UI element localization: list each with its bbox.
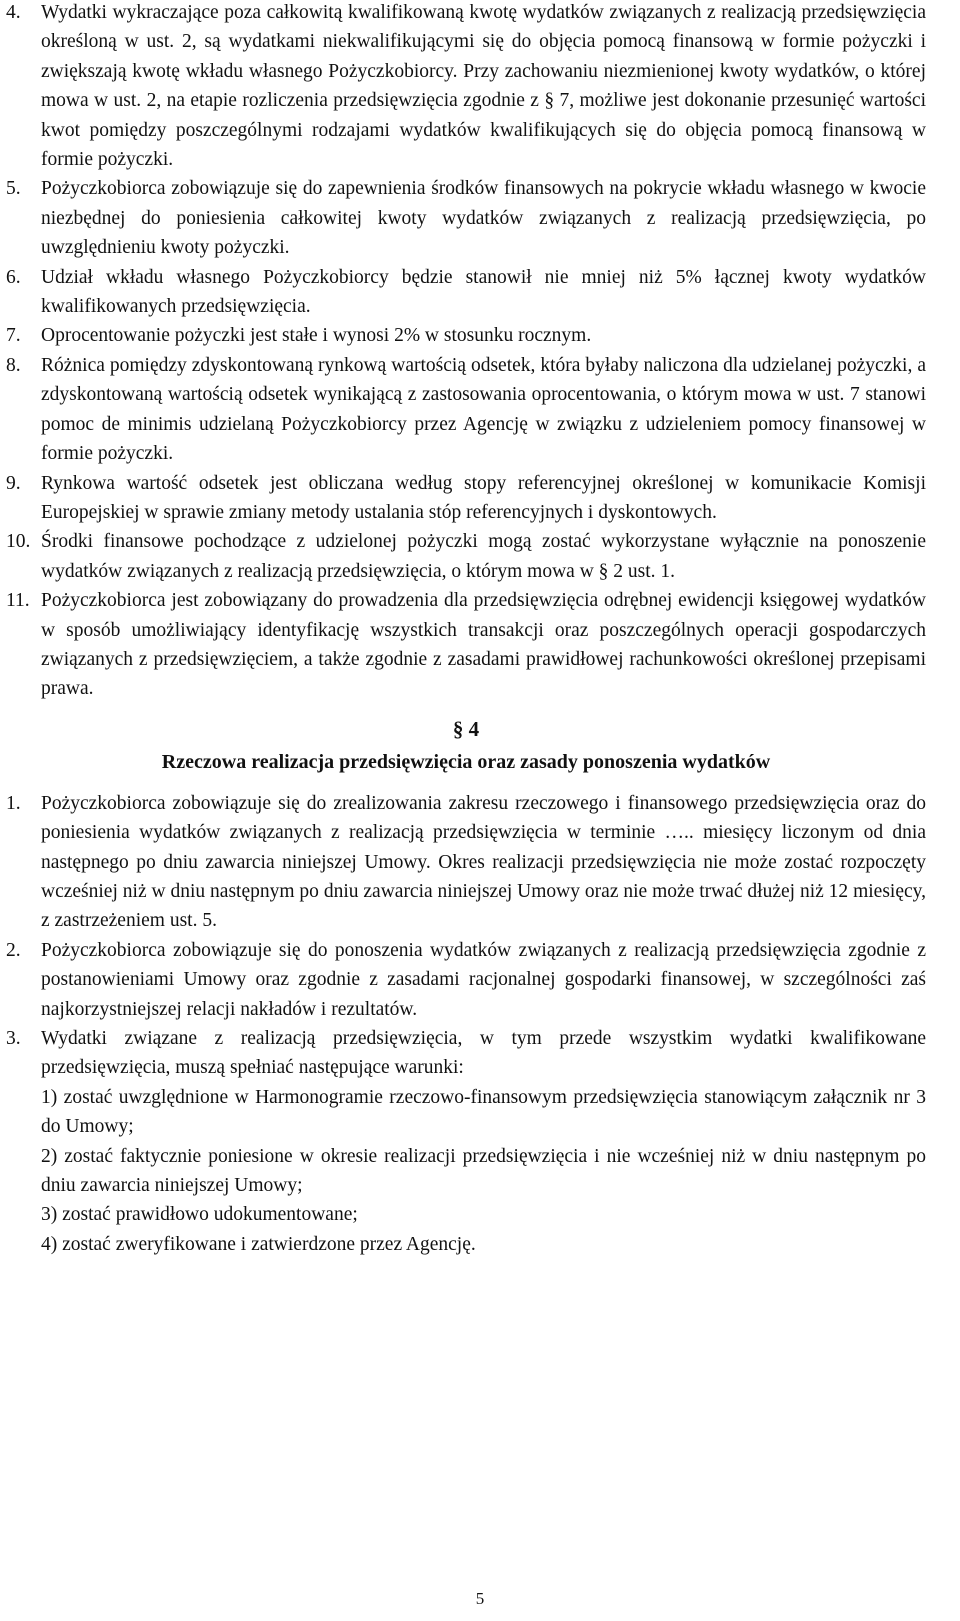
paragraph-text: Wydatki wykraczające poza całkowitą kwalifikowaną kwotę wydatków związanych z realizacją przedsięwzięcia określoną w ust. 2, są wydatkami niekwalifikującymi się do objęcia pomocą finansową w formie pożyczki i zwiększają kwotę wkładu własnego Pożyczkobiorcy. Przy zachowaniu niezmienionej kwoty wydatków, o której mowa w ust. 2, na etapie rozliczenia przedsięwzięcia zgodnie z § 7, możliwe jest dokonanie przesunięć wartości kwot pomiędzy poszczególnymi rodzajami wydatków kwalifikujących się do objęcia pomocą finansową w formie pożyczki. — [41, 2, 926, 171]
section4-paragraph-2 — [6, 936, 926, 1024]
paragraph-5 — [6, 174, 926, 262]
paragraph-6 — [6, 263, 926, 322]
condition-1: 1) zostać uwzględnione w Harmonogramie rzeczowo-finansowym przedsięwzięcia stanowiącym załącznik nr 3 do Umowy; — [41, 1086, 926, 1138]
paragraph-number: 11. — [6, 590, 30, 612]
section4-paragraph-3 — [6, 1024, 926, 1259]
paragraph-text: Pożyczkobiorca jest zobowiązany do prowadzenia dla przedsięwzięcia odrębnej ewidencji księgowej wydatków w sposób umożliwiający identyfikację wszystkich transakcji oraz poszczególnych operacji gospodarczych związanych z przedsięwzięciem, a także zgodnie z zasadami prawidłowej rachunkowości określonej przepisami prawa. — [41, 590, 926, 700]
condition-3: 3) zostać prawidłowo udokumentowane; — [41, 1204, 358, 1226]
paragraph-number: 1. — [6, 792, 21, 814]
paragraph-text: Pożyczkobiorca zobowiązuje się do zrealizowania zakresu rzeczowego i finansowego przedsięwzięcia oraz do poniesienia wydatków związanych z realizacją przedsięwzięcia w terminie ….. miesięcy liczonym od dnia następnego po dniu zawarcia niniejszej Umowy. Okres realizacji przedsięwzięcia nie może zostać rozpoczęty wcześniej niż w dniu następnym po dniu zawarcia niniejszej Umowy oraz nie może trwać dłużej niż 12 miesięcy, z zastrzeżeniem ust. 5. — [41, 792, 926, 932]
paragraph-text: Udział wkładu własnego Pożyczkobiorcy będzie stanowił nie mniej niż 5% łącznej kwoty wydatków kwalifikowanych przedsięwzięcia. — [41, 266, 926, 318]
paragraph-number: 5. — [6, 178, 21, 200]
paragraph-text: Pożyczkobiorca zobowiązuje się do ponoszenia wydatków związanych z realizacją przedsięwzięcia zgodnie z postanowieniami Umowy oraz zgodnie z zasadami racjonalnej gospodarki finansowej, w szczególności zaś najkorzystniejszej relacji nakładów i rezultatów. — [41, 939, 926, 1020]
paragraph-number: 8. — [6, 354, 21, 376]
paragraph-text: Rynkowa wartość odsetek jest obliczana według stopy referencyjnej określonej w komunikacie Komisji Europejskiej w sprawie zmiany metody ustalania stóp referencyjnych i dyskontowych. — [41, 472, 926, 523]
paragraph-number: 6. — [6, 266, 21, 288]
section-sign: § 4 — [452, 716, 480, 741]
paragraph-intro: Wydatki związane z realizacją przedsięwzięcia, w tym przede wszystkim wydatki kwalifikowane przedsięwzięcia, muszą spełniać następujące warunki: — [41, 1028, 926, 1079]
top-paragraphs — [6, 0, 926, 1259]
paragraph-4 — [6, 0, 926, 174]
paragraph-7 — [6, 321, 926, 350]
condition-4: 4) zostać zweryfikowane i zatwierdzone przez Agencję. — [41, 1233, 476, 1255]
paragraph-number: 4. — [6, 2, 21, 23]
paragraph-text: Oprocentowanie pożyczki jest stałe i wynosi 2% w stosunku rocznym. — [41, 325, 592, 347]
condition-2: 2) zostać faktycznie poniesione w okresie realizacji przedsięwzięcia i nie wcześniej niż w dniu następnym po dniu zawarcia niniejszej Umowy; — [41, 1145, 926, 1197]
paragraph-number: 2. — [6, 939, 21, 961]
paragraph-9 — [6, 469, 926, 528]
paragraph-number: 10. — [6, 531, 31, 553]
section4-paragraph-1 — [6, 789, 926, 936]
paragraph-text: Środki finansowe pochodzące z udzielonej pożyczki mogą zostać wykorzystane wyłącznie na ponoszenie wydatków związanych z realizacją przedsięwzięcia, o którym mowa w § 2 ust. 1. — [41, 531, 926, 582]
section-title: Rzeczowa realizacja przedsięwzięcia oraz zasady ponoszenia wydatków — [161, 750, 771, 773]
paragraph-number: 9. — [6, 472, 21, 494]
paragraph-number: 3. — [6, 1028, 21, 1049]
page-number: 5 — [475, 1589, 485, 1608]
paragraph-8 — [6, 351, 926, 469]
paragraph-number: 7. — [6, 325, 21, 347]
paragraph-text: Różnica pomiędzy zdyskontowaną rynkową wartością odsetek, która byłaby naliczona dla udzielanej pożyczki, a zdyskontowaną wartością odsetek wynikającą z zastosowania oprocentowania, o którym mowa w ust. 7 stanowi pomoc de minimis udzielaną Pożyczkobiorcy przez Agencję w związku z udzieleniem pomocy finansowej w formie pożyczki. — [41, 354, 926, 465]
paragraph-10 — [6, 527, 926, 586]
paragraph-text: Pożyczkobiorca zobowiązuje się do zapewnienia środków finansowych na pokrycie wkładu własnego w kwocie niezbędnej do poniesienia całkowitej kwoty wydatków związanych z realizacją przedsięwzięcia, po uwzględnieniu kwoty pożyczki. — [41, 178, 926, 259]
paragraph-11 — [6, 586, 926, 704]
